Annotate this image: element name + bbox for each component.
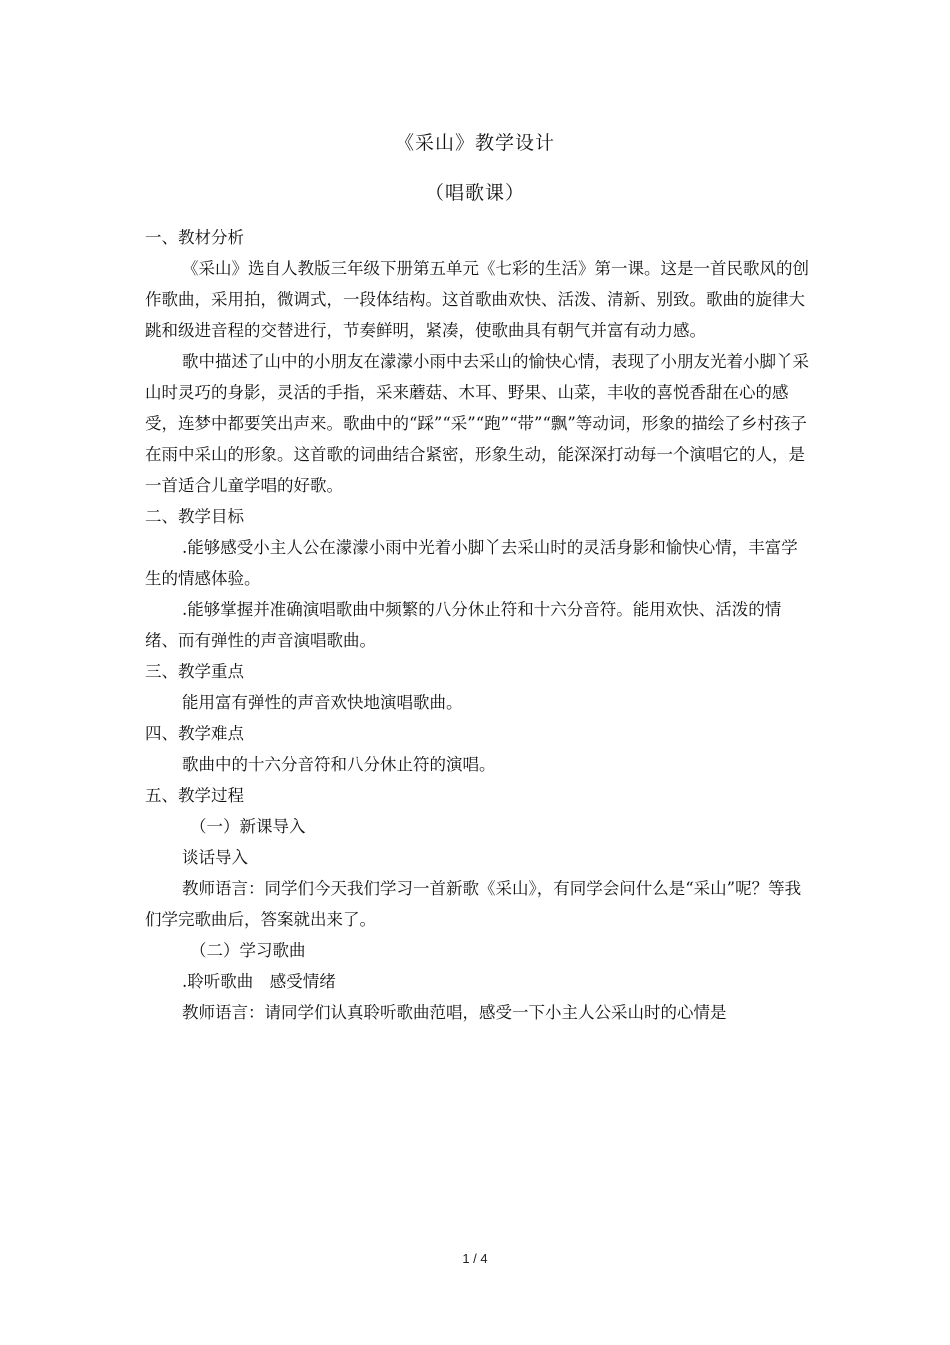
analysis-paragraph-1: 《采山》选自人教版三年级下册第五单元《七彩的生活》第一课。这是一首民歌风的创作歌曲，采用拍，微调式，一段体结构。这首歌曲欢快、活泼、清新、别致。歌曲的旋律大跳和级进音程的交替进行，节奏鲜明，紧凑，使歌曲具有朝气并富有动力感。 [145,259,809,340]
document-title: 《采山》教学设计 [394,132,555,154]
step-1-teacher-speech: 教师语言：同学们今天我们学习一首新歌《采山》，有同学会问什么是“采山”呢？等我们学完歌曲后，答案就出来了。 [145,879,802,929]
section-heading-process: 五、教学过程 [145,786,244,805]
difficulties-text: 歌曲中的十六分音符和八分休止符的演唱。 [182,755,496,774]
page-number: 1 / 4 [462,1251,488,1266]
goal-item-1: .能够感受小主人公在濛濛小雨中光着小脚丫去采山时的灵活身影和愉快心情，丰富学生的情感体验。 [145,538,798,588]
step-2-teacher-speech: 教师语言：请同学们认真聆听歌曲范唱，感受一下小主人公采山时的心情是 [182,1003,727,1022]
section-heading-difficulties: 四、教学难点 [145,724,244,743]
step-1-heading: （一）新课导入 [190,817,306,836]
document-subtitle: （唱歌课） [424,182,525,204]
document-body [145,222,810,1028]
step-1-method: 谈话导入 [182,848,248,867]
analysis-paragraph-2: 歌中描述了山中的小朋友在濛濛小雨中去采山的愉快心情，表现了小朋友光着小脚丫采山时灵巧的身影，灵活的手指，采来蘑菇、木耳、野果、山菜，丰收的喜悦香甜在心的感受，连梦中都要笑出声来。歌曲中的“踩”“采”“跑”“带”“飘”等动词，形象的描绘了乡村孩子在雨中采山的形象。这首歌的词曲结合紧密，形象生动，能深深打动每一个演唱它的人，是一首适合儿童学唱的好歌。 [145,352,809,495]
goal-item-2: .能够掌握并准确演唱歌曲中频繁的八分休止符和十六分音符。能用欢快、活泼的情绪、而有弹性的声音演唱歌曲。 [145,600,782,650]
section-heading-goals: 二、教学目标 [145,507,244,526]
step-2-heading: （二）学习歌曲 [190,941,306,960]
step-2-item: .聆听歌曲 感受情绪 [182,972,336,991]
section-heading-analysis: 一、教材分析 [145,228,244,247]
key-points-text: 能用富有弹性的声音欢快地演唱歌曲。 [182,693,463,712]
section-heading-key-points: 三、教学重点 [145,662,244,681]
